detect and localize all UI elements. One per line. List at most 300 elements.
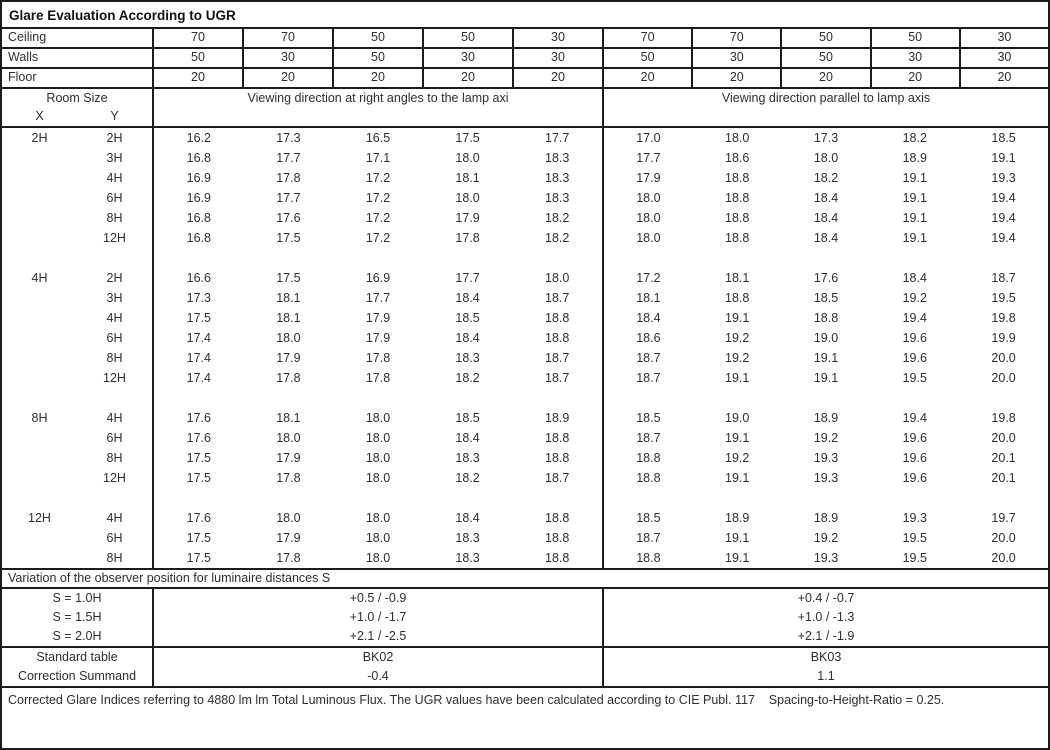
ugr-value: 17.9: [276, 351, 301, 365]
table-title: Glare Evaluation According to UGR: [2, 2, 1048, 29]
surface-row: [2, 69, 1048, 89]
ugr-value: 19.2: [725, 331, 750, 345]
room-x-value: [2, 208, 77, 228]
ugr-value: 19.7: [991, 511, 1016, 525]
standard-table-block: [2, 648, 1048, 688]
ugr-value: 19.2: [813, 431, 839, 445]
ugr-value: 18.7: [636, 371, 661, 385]
room-size-row: [2, 548, 152, 568]
parallel-row: [604, 368, 1048, 388]
ugr-value: [333, 388, 423, 408]
room-x-value: [2, 308, 77, 328]
ugr-value: 17.9: [455, 211, 480, 225]
surface-value: 70: [691, 29, 780, 47]
room-y-value: 8H: [106, 451, 123, 465]
s-right-angles-values: [152, 589, 602, 646]
ugr-value: 18.1: [455, 171, 480, 185]
right-angles-row: [154, 468, 602, 488]
ugr-value: [604, 488, 693, 508]
surface-value: 20: [691, 69, 780, 87]
ugr-value: 18.0: [365, 511, 391, 525]
summary-labels: [2, 648, 152, 686]
surface-value: 50: [152, 49, 242, 67]
surface-value: 30: [242, 49, 332, 67]
room-size-column: [2, 128, 152, 568]
ugr-value: 17.9: [636, 171, 661, 185]
ugr-value: 17.4: [186, 351, 211, 365]
ugr-value: 18.3: [455, 451, 480, 465]
spacer-row: [2, 488, 152, 508]
room-x-value: 12H: [28, 511, 51, 525]
ugr-value: 18.0: [813, 151, 839, 165]
summary-right-angles-value: BK02: [362, 650, 394, 664]
ugr-value: 19.5: [902, 371, 927, 385]
ugr-value: 19.6: [902, 431, 927, 445]
ugr-value: 18.0: [545, 271, 570, 285]
surface-value: 20: [512, 69, 602, 87]
room-size-row: [2, 468, 152, 488]
surface-value: 30: [870, 49, 959, 67]
direction-header-row: [2, 89, 1048, 128]
parallel-row: [604, 448, 1048, 468]
surface-label: Floor: [8, 70, 37, 84]
ugr-value: 19.5: [991, 291, 1016, 305]
ugr-value: 18.0: [365, 451, 391, 465]
summary-right-angles-values: [152, 648, 602, 686]
room-y-value: 8H: [106, 211, 123, 225]
ugr-value: 19.1: [902, 171, 927, 185]
ugr-value: [604, 248, 693, 268]
parallel-row: [604, 288, 1048, 308]
surface-value: 70: [152, 29, 242, 47]
parallel-row: [604, 408, 1048, 428]
spacer-row: [604, 388, 1048, 408]
ugr-value: 19.4: [902, 411, 927, 425]
ugr-value: [870, 248, 959, 268]
surface-value: 30: [512, 29, 602, 47]
ugr-value: 18.0: [455, 191, 480, 205]
ugr-value: 19.2: [902, 291, 927, 305]
ugr-value: 17.6: [813, 271, 839, 285]
ugr-value: 18.8: [545, 431, 570, 445]
ugr-value: 18.8: [636, 551, 661, 565]
ugr-value: 18.5: [455, 311, 480, 325]
ugr-value: 18.4: [455, 431, 480, 445]
ugr-value: 17.9: [276, 531, 301, 545]
ugr-value: 18.0: [365, 431, 391, 445]
ugr-value: 19.6: [902, 351, 927, 365]
room-size-row: [2, 328, 152, 348]
right-angles-row: [154, 448, 602, 468]
ugr-value: 19.3: [991, 171, 1016, 185]
room-size-row: [2, 308, 152, 328]
ugr-value: 18.9: [725, 511, 750, 525]
room-x-value: [2, 428, 77, 448]
ugr-value: 19.3: [902, 511, 927, 525]
ugr-value: 16.9: [186, 191, 211, 205]
ugr-value: 18.0: [636, 231, 661, 245]
surface-value: 20: [780, 69, 869, 87]
ugr-value: 18.4: [902, 271, 927, 285]
parallel-row: [604, 528, 1048, 548]
surface-value: 20: [242, 69, 332, 87]
room-size-row: [2, 288, 152, 308]
ugr-value: 17.4: [186, 371, 211, 385]
surface-value: 50: [780, 49, 869, 67]
s-parallel-value: +2.1 / -1.9: [797, 629, 855, 643]
room-y-value: 6H: [106, 531, 123, 545]
right-angles-row: [154, 208, 602, 228]
ugr-value: 18.8: [725, 231, 750, 245]
ugr-value: 19.6: [902, 451, 927, 465]
ugr-value: 18.3: [545, 191, 570, 205]
ugr-value: 17.8: [276, 371, 301, 385]
ugr-value: 17.6: [186, 431, 211, 445]
ugr-value: 18.3: [455, 551, 480, 565]
ugr-value: 18.8: [545, 451, 570, 465]
spacer-row: [604, 488, 1048, 508]
ugr-value: [870, 488, 959, 508]
ugr-value: [244, 248, 334, 268]
ugr-value: 18.1: [725, 271, 750, 285]
ugr-value: 18.7: [991, 271, 1016, 285]
ugr-value: 16.9: [186, 171, 211, 185]
parallel-values: [602, 128, 1048, 568]
right-angles-row: [154, 128, 602, 148]
ugr-value: 18.0: [636, 191, 661, 205]
ugr-value: 19.1: [725, 371, 750, 385]
s-right-angles-value: +2.1 / -2.5: [349, 629, 407, 643]
right-angles-row: [154, 508, 602, 528]
ugr-value: 18.0: [365, 411, 391, 425]
ugr-value: [423, 248, 513, 268]
room-x-value: [2, 368, 77, 388]
right-angles-row: [154, 308, 602, 328]
ugr-value: 18.7: [545, 371, 570, 385]
ugr-value: 19.0: [813, 331, 839, 345]
ugr-value: 18.0: [276, 331, 301, 345]
surface-value: 30: [691, 49, 780, 67]
ugr-value: [782, 488, 871, 508]
ugr-value: 16.8: [186, 151, 211, 165]
ugr-value: [244, 488, 334, 508]
room-x-value: [2, 288, 77, 308]
room-size-row: [2, 408, 152, 428]
ugr-value: 18.5: [636, 511, 661, 525]
room-y-value: 12H: [103, 371, 126, 385]
room-x-value: [2, 328, 77, 348]
summary-parallel-values: [602, 648, 1048, 686]
ugr-value: 19.3: [813, 551, 839, 565]
room-x-value: [2, 548, 77, 568]
ugr-value: 19.2: [813, 531, 839, 545]
spacer-row: [2, 248, 152, 268]
ugr-value: 17.8: [365, 351, 391, 365]
surface-value: 30: [422, 49, 512, 67]
parallel-row: [604, 468, 1048, 488]
ugr-value: 17.0: [636, 131, 661, 145]
surface-row: [2, 29, 1048, 49]
ugr-value: 19.5: [902, 531, 927, 545]
ugr-value: [959, 248, 1048, 268]
ugr-value: [154, 488, 244, 508]
s-right-angles-value: +1.0 / -1.7: [349, 610, 407, 624]
ugr-value: 18.2: [545, 231, 570, 245]
ugr-value: 17.2: [365, 191, 391, 205]
room-y-value: 6H: [106, 331, 123, 345]
ugr-value: 18.0: [365, 471, 391, 485]
ugr-value: [512, 488, 602, 508]
room-y-value: 4H: [106, 171, 123, 185]
ugr-value: 18.8: [725, 211, 750, 225]
room-y-value: 4H: [106, 311, 123, 325]
ugr-value: [154, 388, 244, 408]
ugr-value: [154, 248, 244, 268]
s-right-angles-value: +0.5 / -0.9: [349, 591, 407, 605]
summary-parallel-value: 1.1: [817, 669, 835, 683]
ugr-value: 18.8: [725, 171, 750, 185]
surface-value: 50: [332, 49, 422, 67]
ugr-value: 18.2: [455, 371, 480, 385]
room-size-row: [2, 128, 152, 148]
ugr-value: 18.8: [636, 471, 661, 485]
room-size-row: [2, 268, 152, 288]
ugr-value: [512, 388, 602, 408]
ugr-value: 19.1: [725, 431, 750, 445]
ugr-value: 19.4: [991, 231, 1016, 245]
ugr-value: 18.1: [276, 291, 301, 305]
ugr-value: 18.1: [276, 411, 301, 425]
ugr-value: 18.9: [545, 411, 570, 425]
summary-label: Correction Summand: [17, 669, 137, 683]
ugr-value: 18.7: [545, 291, 570, 305]
room-y-value: 4H: [106, 511, 123, 525]
right-angles-row: [154, 188, 602, 208]
ugr-value: 19.2: [725, 451, 750, 465]
room-x-value: 2H: [31, 131, 48, 145]
surface-value: 30: [512, 49, 602, 67]
ugr-value: 19.8: [991, 311, 1016, 325]
ugr-value: 16.9: [365, 271, 391, 285]
room-y-value: 4H: [106, 411, 123, 425]
surface-value: 20: [870, 69, 959, 87]
ugr-value: 17.7: [365, 291, 391, 305]
surface-value: 20: [959, 69, 1048, 87]
s-parallel-values: [602, 589, 1048, 646]
ugr-value: 19.3: [813, 451, 839, 465]
ugr-value: 18.3: [455, 351, 480, 365]
room-y-value: 6H: [106, 191, 123, 205]
right-angles-row: [154, 368, 602, 388]
right-angles-row: [154, 528, 602, 548]
spacer-row: [154, 388, 602, 408]
ugr-value: 18.4: [455, 331, 480, 345]
ugr-value: [693, 248, 782, 268]
ugr-value: [423, 388, 513, 408]
ugr-value: [244, 388, 334, 408]
room-x-value: [2, 188, 77, 208]
ugr-value: 16.6: [186, 271, 211, 285]
ugr-value: [959, 488, 1048, 508]
parallel-row: [604, 428, 1048, 448]
room-y-value: 2H: [106, 271, 123, 285]
spacer-row: [154, 248, 602, 268]
ugr-value: 18.8: [813, 311, 839, 325]
surface-value: 50: [780, 29, 869, 47]
right-angles-group-header: Viewing direction at right angles to the lamp axi: [152, 89, 602, 126]
ugr-value: 16.8: [186, 231, 211, 245]
spacer-row: [154, 488, 602, 508]
parallel-row: [604, 308, 1048, 328]
ugr-value: 18.0: [636, 211, 661, 225]
ugr-value: 18.9: [813, 511, 839, 525]
ugr-value: 16.2: [186, 131, 211, 145]
ugr-value: 18.0: [455, 151, 480, 165]
room-size-row: [2, 508, 152, 528]
observer-variation-block: [2, 589, 1048, 648]
room-y-value: 3H: [106, 151, 123, 165]
ugr-value: 18.7: [545, 471, 570, 485]
ugr-value: 17.1: [365, 151, 391, 165]
ugr-value: 18.7: [545, 351, 570, 365]
ugr-value: 17.6: [276, 211, 301, 225]
ugr-value: 17.2: [365, 211, 391, 225]
room-size-header: [2, 89, 152, 126]
spacer-row: [604, 248, 1048, 268]
ugr-value: 17.2: [365, 231, 391, 245]
ugr-value: 17.8: [276, 171, 301, 185]
ugr-value: 18.7: [636, 531, 661, 545]
surface-label: Walls: [8, 50, 39, 64]
ugr-value: 18.5: [991, 131, 1016, 145]
ugr-value: 17.7: [545, 131, 570, 145]
ugr-value: 18.8: [545, 551, 570, 565]
ugr-value: 17.5: [186, 551, 211, 565]
s-parallel-value: +1.0 / -1.3: [797, 610, 855, 624]
ugr-value: 20.1: [991, 471, 1016, 485]
ugr-value: 18.0: [276, 431, 301, 445]
ugr-value: 17.2: [636, 271, 661, 285]
ugr-value: 18.0: [365, 531, 391, 545]
room-size-row: [2, 168, 152, 188]
room-y-value: 12H: [103, 471, 126, 485]
ugr-value: 18.0: [276, 511, 301, 525]
room-x-value: [2, 448, 77, 468]
surface-value: 70: [602, 29, 691, 47]
ugr-value: 19.1: [902, 191, 927, 205]
surface-value: 20: [152, 69, 242, 87]
ugr-value: 18.4: [455, 511, 480, 525]
ugr-value: 18.5: [455, 411, 480, 425]
ugr-value: 18.4: [813, 191, 839, 205]
ugr-value: 19.4: [991, 191, 1016, 205]
room-x-value: 4H: [31, 271, 48, 285]
ugr-value: 18.2: [902, 131, 927, 145]
ugr-value: 18.6: [636, 331, 661, 345]
room-y-value: 6H: [106, 431, 123, 445]
room-size-row: [2, 528, 152, 548]
right-angles-row: [154, 548, 602, 568]
room-y-value: 8H: [106, 551, 123, 565]
ugr-value: 19.1: [725, 551, 750, 565]
ugr-value: [782, 248, 871, 268]
ugr-value: 19.4: [991, 211, 1016, 225]
ugr-value: 17.9: [365, 311, 391, 325]
ugr-value: 17.2: [365, 171, 391, 185]
ugr-value: 16.5: [365, 131, 391, 145]
ugr-value: 18.8: [725, 291, 750, 305]
ugr-value: 18.2: [545, 211, 570, 225]
variation-section-title: Variation of the observer position for luminaire distances S: [2, 568, 1048, 589]
x-axis-label: X: [35, 109, 44, 123]
ugr-value: 20.0: [991, 431, 1016, 445]
parallel-row: [604, 228, 1048, 248]
surface-value: 50: [870, 29, 959, 47]
surface-value: 20: [332, 69, 422, 87]
ugr-value: 19.1: [991, 151, 1016, 165]
room-y-value: 2H: [106, 131, 123, 145]
ugr-value: [333, 248, 423, 268]
ugr-value: 17.5: [186, 451, 211, 465]
ugr-value: [423, 488, 513, 508]
summary-right-angles-value: -0.4: [367, 669, 389, 683]
surface-value: 50: [602, 49, 691, 67]
room-size-row: [2, 188, 152, 208]
room-size-label: Room Size: [46, 91, 108, 105]
ugr-value: 18.8: [636, 451, 661, 465]
ugr-value: 17.3: [186, 291, 211, 305]
ugr-value: 19.9: [991, 331, 1016, 345]
ugr-value: 20.0: [991, 351, 1016, 365]
surface-value: 50: [332, 29, 422, 47]
right-angles-row: [154, 428, 602, 448]
ugr-value: 18.7: [636, 431, 661, 445]
ugr-value: 18.4: [813, 231, 839, 245]
ugr-value: 17.5: [186, 311, 211, 325]
room-x-value: [2, 528, 77, 548]
xy-labels: [2, 108, 152, 125]
parallel-group-header: Viewing direction parallel to lamp axis: [602, 89, 1048, 126]
parallel-row: [604, 508, 1048, 528]
right-angles-row: [154, 328, 602, 348]
ugr-value: 18.8: [545, 331, 570, 345]
ugr-value: 18.8: [725, 191, 750, 205]
summary-parallel-value: BK03: [810, 650, 842, 664]
right-angles-row: [154, 348, 602, 368]
ugr-value: 18.9: [902, 151, 927, 165]
ugr-value: 17.3: [813, 131, 839, 145]
ugr-value: 19.6: [902, 471, 927, 485]
room-size-row: [2, 348, 152, 368]
ugr-value: 18.2: [813, 171, 839, 185]
ugr-value: [693, 388, 782, 408]
room-size-row: [2, 428, 152, 448]
ugr-value: 18.8: [545, 531, 570, 545]
ugr-value: 18.3: [455, 531, 480, 545]
ugr-value: 18.3: [545, 171, 570, 185]
ugr-value: 17.8: [276, 551, 301, 565]
ugr-value: [604, 388, 693, 408]
ugr-value: 19.3: [813, 471, 839, 485]
ugr-value: 20.1: [991, 451, 1016, 465]
ugr-value: 17.4: [186, 331, 211, 345]
parallel-row: [604, 148, 1048, 168]
ugr-value: 20.0: [991, 531, 1016, 545]
ugr-data-region: [2, 128, 1048, 568]
room-size-row: [2, 208, 152, 228]
right-angles-row: [154, 288, 602, 308]
s-distance-label: S = 2.0H: [52, 629, 102, 643]
